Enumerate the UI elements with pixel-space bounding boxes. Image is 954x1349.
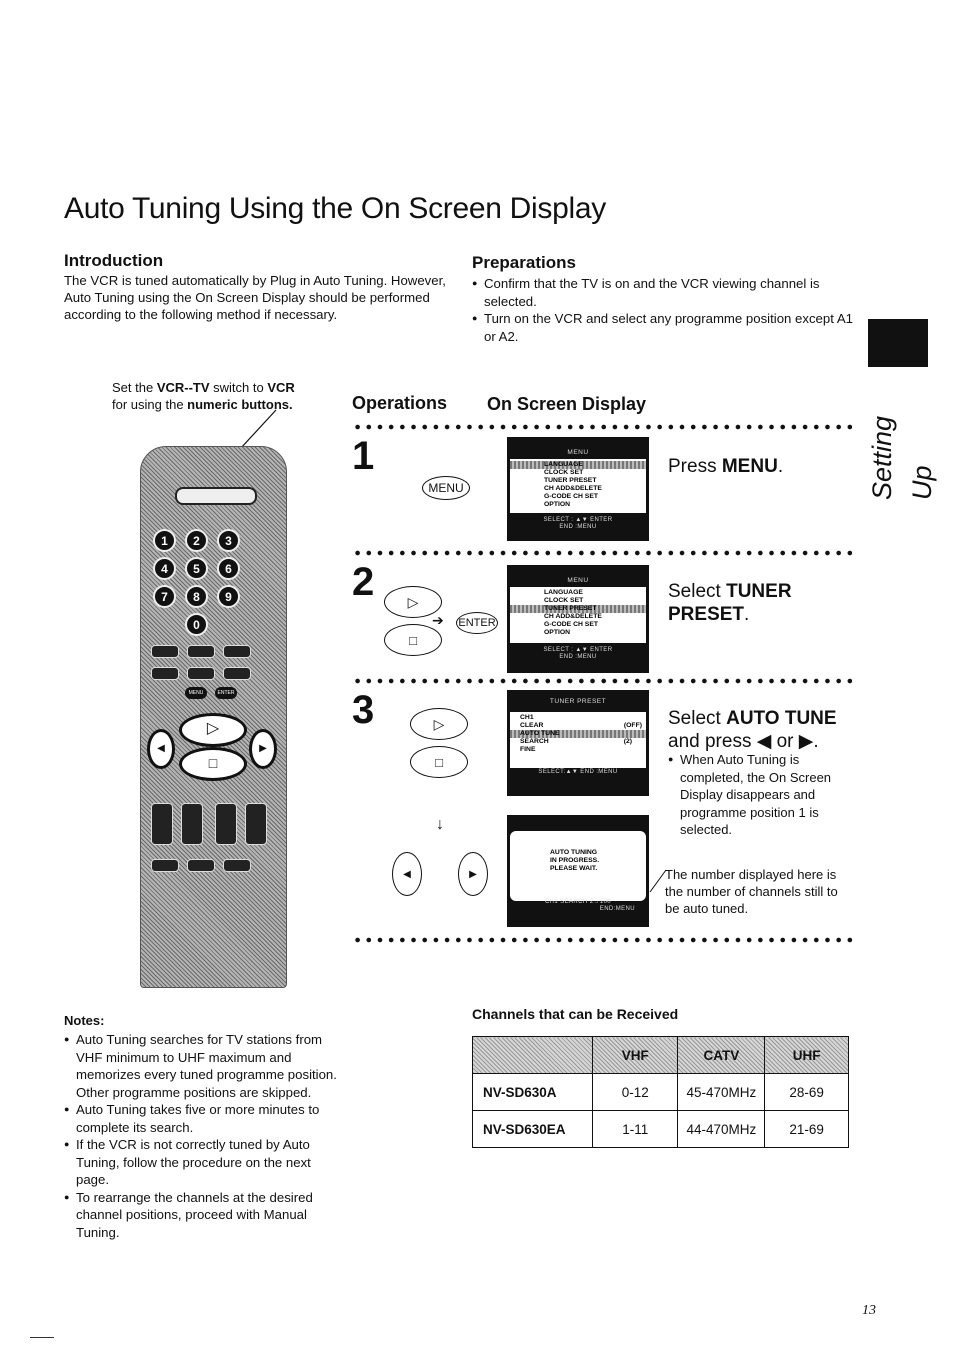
osd-header: TUNER PRESET bbox=[549, 698, 607, 705]
remote-enter-button[interactable]: ENTER bbox=[215, 687, 237, 699]
osd-footer: SELECT : ▲▼ ENTER END :MENU bbox=[543, 517, 613, 530]
section-side-label: Setting Up bbox=[867, 415, 937, 500]
step-number: 2 bbox=[352, 560, 375, 604]
remote-key[interactable] bbox=[151, 667, 179, 680]
table-cell: 44-470MHz bbox=[678, 1111, 765, 1148]
preparations-list bbox=[472, 275, 857, 345]
preparation-item: ● Confirm that the TV is on and the VCR viewing channel is selected. bbox=[472, 275, 857, 310]
remote-up-button[interactable]: ▷ bbox=[179, 713, 247, 747]
introduction-text: The VCR is tuned automatically by Plug in Auto Tuning. However, Auto Tuning using the On Screen Display should be performed according to the following method if necessary. bbox=[64, 273, 446, 322]
osd-menu-item: LANGUAGE bbox=[544, 589, 583, 596]
table-row bbox=[473, 1111, 849, 1148]
remote-key[interactable] bbox=[223, 859, 251, 872]
osd-menu-item: OPTION bbox=[544, 501, 571, 508]
dotted-divider bbox=[352, 937, 857, 943]
table-cell: NV-SD630EA bbox=[473, 1111, 593, 1148]
remote-key[interactable] bbox=[187, 667, 215, 680]
osd-menu-item: AUTO TUNE bbox=[510, 730, 646, 738]
remote-key[interactable] bbox=[187, 859, 215, 872]
osd-screen-tuner-preset bbox=[507, 690, 649, 796]
step-number: 1 bbox=[352, 434, 375, 478]
remote-right-button[interactable]: ▶ bbox=[249, 729, 277, 769]
note-item: ● If the VCR is not correctly tuned by Auto Tuning, follow the procedure on the next page. bbox=[64, 1136, 344, 1189]
down-arrow-button[interactable]: □ bbox=[384, 624, 442, 656]
remote-key[interactable] bbox=[151, 859, 179, 872]
remote-key[interactable] bbox=[187, 645, 215, 658]
preparations-heading: Preparations bbox=[472, 253, 576, 272]
osd-header: MENU bbox=[567, 577, 589, 584]
table-cell: 21-69 bbox=[765, 1111, 849, 1148]
osd-footer: SELECT : ▲▼ ENTER END :MENU bbox=[543, 647, 613, 660]
osd-menu-item: TUNER PRESET bbox=[544, 477, 597, 484]
step-3-instruction: Select AUTO TUNE and press ◀ or ▶. bbox=[668, 708, 837, 752]
osd-menu-item: CLOCK SET bbox=[544, 469, 584, 476]
osd-tuner-list bbox=[510, 712, 646, 768]
channels-table bbox=[472, 1036, 849, 1148]
table-header-cell: CATV bbox=[678, 1037, 765, 1074]
osd-progress-message: AUTO TUNING IN PROGRESS. PLEASE WAIT. bbox=[510, 831, 646, 901]
remote-left-button[interactable]: ◀ bbox=[147, 729, 175, 769]
table-header-cell: VHF bbox=[592, 1037, 677, 1074]
osd-menu-item: TUNER PRESET bbox=[510, 605, 646, 613]
remote-key[interactable] bbox=[181, 803, 203, 845]
osd-menu-item: G-CODE CH SET bbox=[544, 621, 599, 628]
channels-heading: Channels that can be Received bbox=[472, 1006, 679, 1022]
step-number: 3 bbox=[352, 688, 375, 732]
digit-7-button[interactable]: 7 bbox=[153, 585, 176, 608]
osd-menu-item: CLEAR (OFF) bbox=[520, 722, 642, 729]
table-header-cell bbox=[473, 1037, 593, 1074]
osd-header: MENU bbox=[567, 449, 589, 456]
table-header-row bbox=[473, 1037, 849, 1074]
osd-menu-item: FINE bbox=[520, 746, 536, 753]
osd-menu-item: CH ADD&DELETE bbox=[544, 613, 602, 620]
up-arrow-button[interactable]: ▷ bbox=[384, 586, 442, 618]
osd-menu-list bbox=[510, 587, 646, 643]
note-item: ● Auto Tuning takes five or more minutes to complete its search. bbox=[64, 1101, 344, 1136]
osd-menu-list bbox=[510, 459, 646, 513]
dotted-divider bbox=[352, 550, 857, 556]
table-cell: 28-69 bbox=[765, 1074, 849, 1111]
remote-menu-button[interactable]: MENU bbox=[185, 687, 207, 699]
step-2-instruction: Select TUNER PRESET. bbox=[668, 581, 792, 625]
remote-key[interactable] bbox=[245, 803, 267, 845]
digit-0-button[interactable]: 0 bbox=[185, 613, 208, 636]
introduction-heading: Introduction bbox=[64, 251, 164, 270]
notes-list bbox=[64, 1031, 344, 1241]
osd-footer: CH1 SEARCH 2→100 END:MENU bbox=[544, 899, 635, 912]
osd-screen-menu bbox=[507, 437, 649, 541]
remote-key[interactable] bbox=[215, 803, 237, 845]
menu-button[interactable]: MENU bbox=[422, 476, 470, 500]
note-item: ● To rearrange the channels at the desired channel positions, proceed with Manual Tuning. bbox=[64, 1189, 344, 1242]
digit-2-button[interactable]: 2 bbox=[185, 529, 208, 552]
table-cell: 0-12 bbox=[592, 1074, 677, 1111]
remote-key[interactable] bbox=[223, 645, 251, 658]
table-header-cell: UHF bbox=[765, 1037, 849, 1074]
remote-note: Set the VCR--TV switch to VCR for using the numeric buttons. bbox=[112, 380, 295, 412]
channel-count-callout: The number displayed here is the number of channels still to be auto tuned. bbox=[665, 867, 838, 916]
section-tab-marker bbox=[868, 319, 928, 367]
table-cell: 1-11 bbox=[592, 1111, 677, 1148]
digit-3-button[interactable]: 3 bbox=[217, 529, 240, 552]
digit-5-button[interactable]: 5 bbox=[185, 557, 208, 580]
enter-button[interactable]: ENTER bbox=[456, 612, 498, 634]
page-number: 13 bbox=[862, 1303, 876, 1318]
note-item: ● Auto Tuning searches for TV stations from VHF minimum to UHF maximum and memorizes every tuned programme position. Other programme positions are skipped. bbox=[64, 1031, 344, 1101]
corner-mark bbox=[30, 1337, 54, 1338]
page-title: Auto Tuning Using the On Screen Display bbox=[64, 192, 606, 225]
arrow-right-icon: ➔ bbox=[432, 612, 444, 628]
step-3-note: ● When Auto Tuning is completed, the On Screen Display disappears and programme position 1 is selected. bbox=[668, 751, 848, 839]
osd-footer: SELECT:▲▼ END :MENU bbox=[538, 769, 618, 775]
osd-menu-item: CH1 bbox=[520, 714, 534, 721]
osd-screen-auto-tuning bbox=[507, 815, 649, 927]
digit-4-button[interactable]: 4 bbox=[153, 557, 176, 580]
up-arrow-button[interactable]: ▷ bbox=[410, 708, 468, 740]
remote-down-button[interactable]: □ bbox=[179, 747, 247, 781]
right-button[interactable]: ▶ bbox=[458, 852, 488, 896]
notes-heading: Notes: bbox=[64, 1013, 105, 1028]
digit-8-button[interactable]: 8 bbox=[185, 585, 208, 608]
table-row bbox=[473, 1074, 849, 1111]
left-button[interactable]: ◀ bbox=[392, 852, 422, 896]
display-heading: On Screen Display bbox=[487, 394, 647, 414]
digit-1-button[interactable]: 1 bbox=[153, 529, 176, 552]
vcr-tv-switch[interactable] bbox=[175, 487, 257, 505]
osd-menu-item: CLOCK SET bbox=[544, 597, 584, 604]
remote-key[interactable] bbox=[151, 803, 173, 845]
osd-menu-item: G-CODE CH SET bbox=[544, 493, 599, 500]
table-cell: 45-470MHz bbox=[678, 1074, 765, 1111]
osd-menu-item: LANGUAGE bbox=[510, 461, 646, 469]
digit-9-button[interactable]: 9 bbox=[217, 585, 240, 608]
operations-heading: Operations bbox=[352, 393, 448, 413]
down-arrow-button[interactable]: □ bbox=[410, 746, 468, 778]
remote-key[interactable] bbox=[151, 645, 179, 658]
osd-menu-item: SEARCH (2) bbox=[520, 738, 632, 745]
digit-6-button[interactable]: 6 bbox=[217, 557, 240, 580]
preparation-item: ● Turn on the VCR and select any programme position except A1 or A2. bbox=[472, 310, 857, 345]
osd-menu-item: OPTION bbox=[544, 629, 571, 636]
osd-screen-menu-tuner bbox=[507, 565, 649, 673]
remote-control bbox=[140, 446, 287, 988]
table-cell: NV-SD630A bbox=[473, 1074, 593, 1111]
osd-menu-item: CH ADD&DELETE bbox=[544, 485, 602, 492]
step-1-instruction: Press MENU. bbox=[668, 456, 784, 477]
dotted-divider bbox=[352, 678, 857, 684]
dotted-divider bbox=[352, 424, 857, 430]
remote-key[interactable] bbox=[223, 667, 251, 680]
arrow-down-icon: ↓ bbox=[436, 816, 444, 833]
